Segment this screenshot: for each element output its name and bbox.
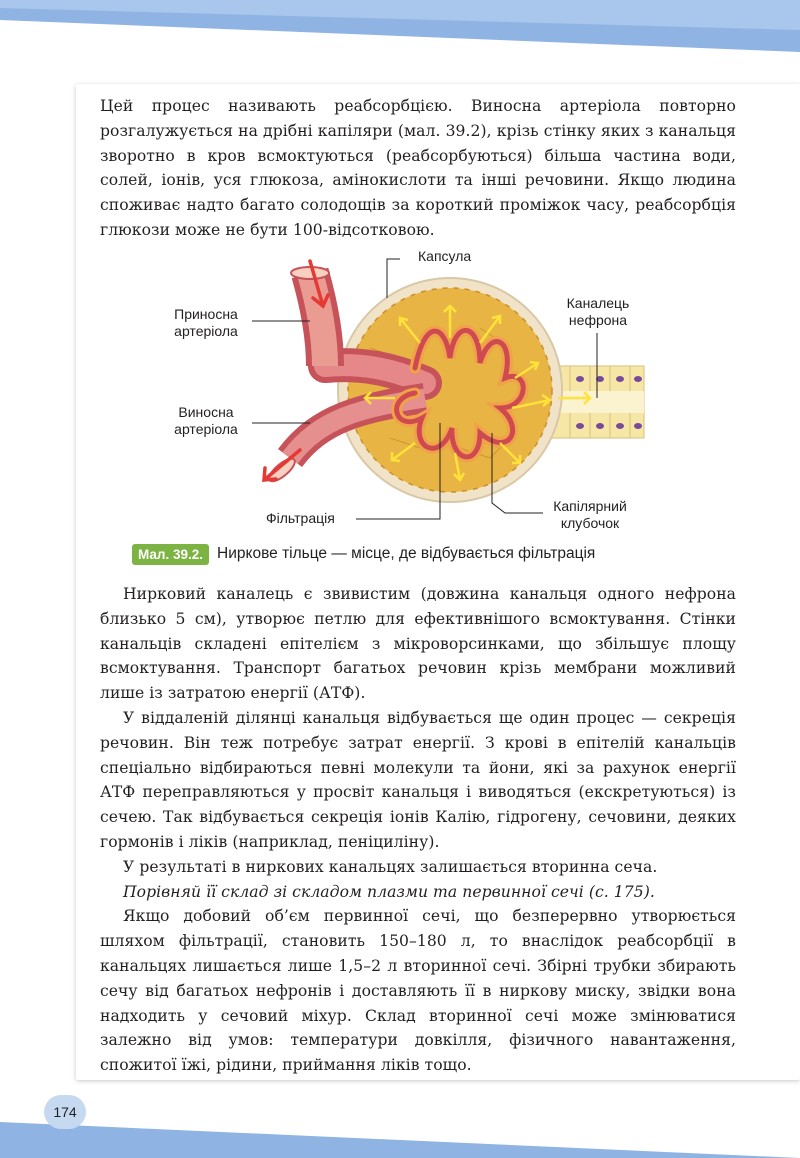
top-decorative-band (0, 0, 800, 60)
paragraph-volume: Якщо добовий об’єм первинної сечі, що безперервно утворюється шляхом фільтрації, становить 150–180 л, то внаслідок реабсорбції в канальцях лишається лише 1,5–2 л вторинної сечі. Збірні трубки збирають сечу від багатьох нефронів і доставляють її в ниркову миску, звідки вона надходить у сечовий міхур. Склад вторинної сечі може змінюватися залежно від умов: температури довкілля, фізичного навантаження, спожитої їжі, рідини, приймання ліків тощо. (100, 907, 736, 1075)
tubule-epithelium (552, 366, 644, 438)
label-capillary-glomerulus: Капілярний клубочок (553, 498, 627, 531)
paragraph-secretion: У віддаленій ділянці канальця відбувається ще один процес — секреція речовин. Він теж потребує затрат енергії. З крові в епітелій канальців спеціально відбираються певні молекули та йони, які за рахунок енергії АТФ переправляються у просвіт канальця і виводяться (екскретуються) із сечею. Так відбувається секреція іонів Калію, гідрогену, сечовини, деяких гормонів і ліків (наприклад, пеніциліну). (100, 708, 736, 851)
label-efferent-arteriole: Виносна артеріола (174, 404, 238, 437)
paragraph-tubule: Нирковий каналець є звивистим (довжина канальця одного нефрона близько 5 см), утворює петлю для ефективнішого всмоктування. Стінки канальців складені епітелієм з мікроворсинками, що збільшує площу всмоктування. Транспорт багатьох речовин крізь мембрани можливий лише із затратою енергії (АТФ). (100, 585, 736, 703)
label-nephron-tubule: Каналець нефрона (566, 295, 630, 328)
text-body (100, 582, 736, 1078)
bottom-decorative-band (0, 1100, 800, 1158)
figure-renal-corpuscle (160, 248, 660, 538)
paragraph-task: Порівняй її склад зі складом плазми та первинної сечі (с. 175). (123, 882, 655, 901)
paragraph-secondary-urine: У результаті в ниркових канальцях залишається вторинна сеча. (123, 857, 658, 876)
page-number: 174 (44, 1095, 86, 1129)
label-capsule: Капсула (418, 248, 472, 264)
paragraph-1: Цей процес називають реабсорбцією. Виносна артеріола повторно розгалужується на дрібні капіляри (мал. 39.2), крізь стінку яких з канальця зворотно в кров всмоктуються (реабсорбуються) більша частина води, солей, іонів, уся глюкоза, амінокислоти та інші речовини. Якщо людина споживає надто багато солодощів за короткий проміжок часу, реабсорбція глюкози може не бути 100-відсотковою. (100, 97, 736, 239)
renal-corpuscle-illustration (160, 248, 660, 538)
figure-caption (132, 541, 595, 567)
figure-number-badge: Мал. 39.2. (132, 544, 209, 565)
label-afferent-arteriole: Приносна артеріола (174, 306, 238, 339)
label-filtration: Фільтрація (266, 510, 335, 526)
text-paragraph-reabsorption (100, 94, 736, 243)
figure-caption-text: Ниркове тільце — місце, де відбувається фільтрація (217, 545, 596, 562)
